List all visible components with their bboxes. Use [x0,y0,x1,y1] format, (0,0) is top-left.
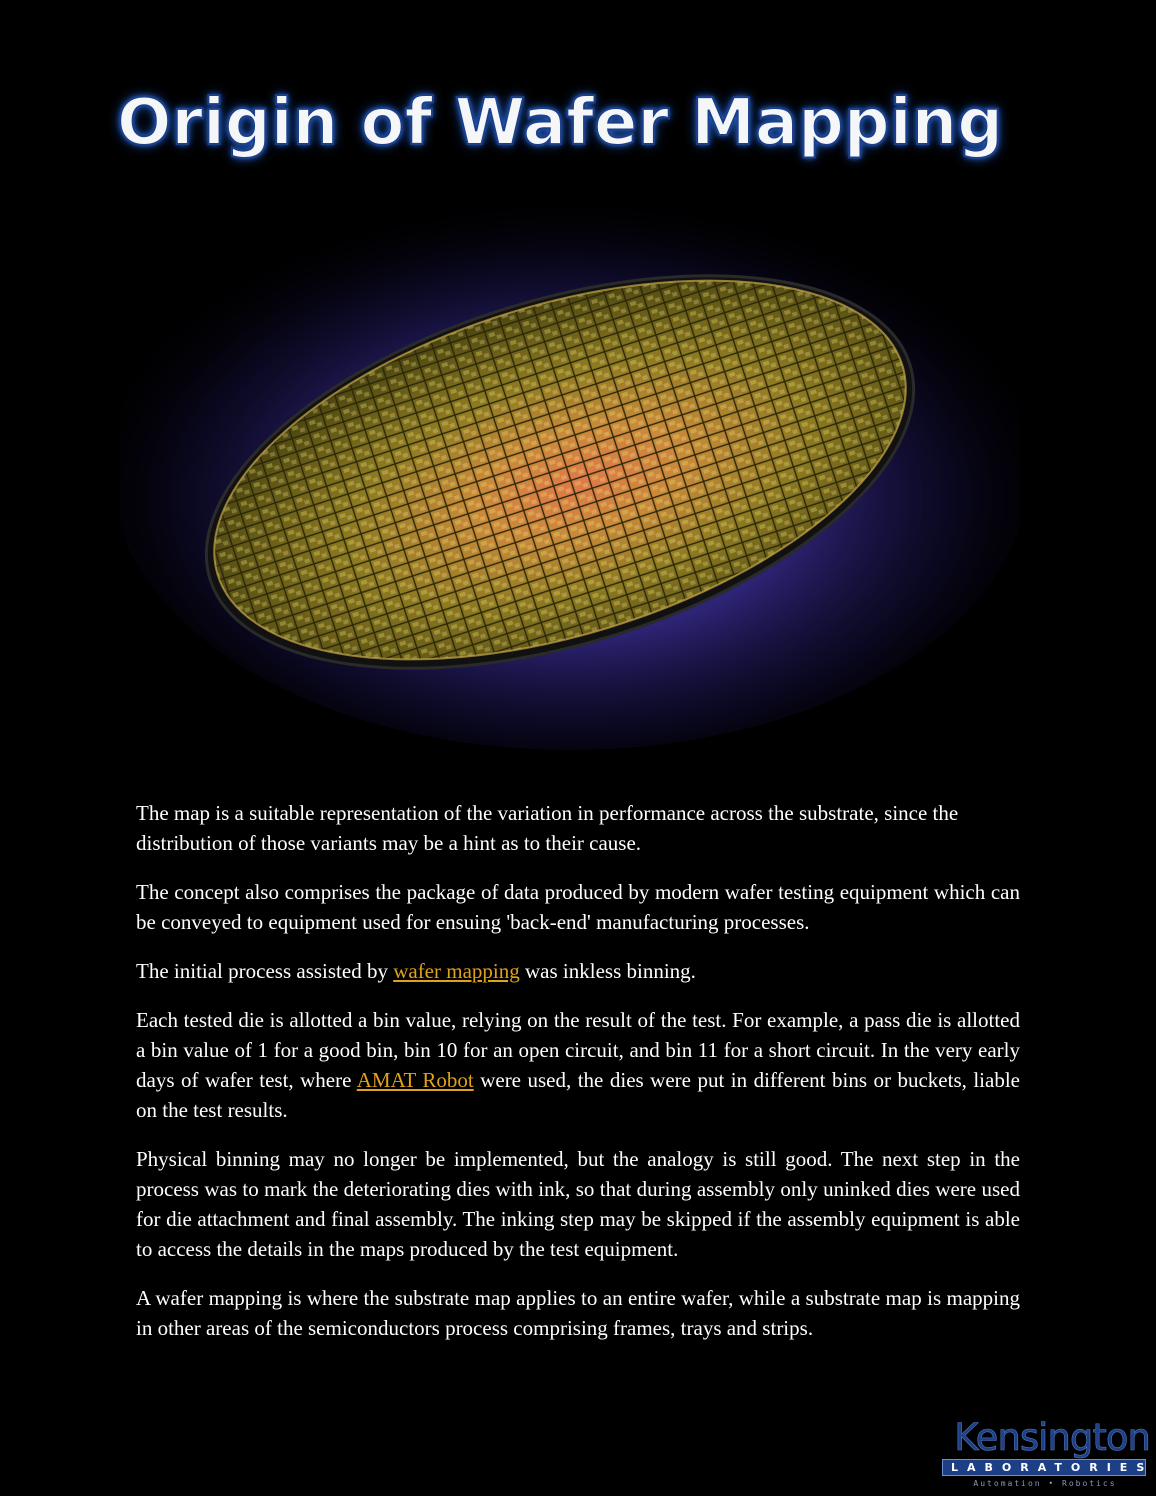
wafer-image [120,200,1020,750]
paragraph-4 [136,1005,1020,1125]
logo-subtitle: LABORATORIES [942,1459,1146,1476]
page-title: Origin of Wafer Mapping [117,86,1003,160]
amat-robot-link[interactable]: AMAT Robot [356,1068,474,1092]
paragraph-3 [136,956,1020,986]
paragraph-4-text-end: were used, the dies were put in different bins or buckets, liable on the test results. [136,1068,1020,1122]
article-body [136,798,1020,1362]
paragraph-1: The map is a suitable representation of the variation in performance across the substrate, since the distribution of those variants may be a hint as to their cause. [136,801,959,855]
paragraph-2: The concept also comprises the package of data produced by modern wafer testing equipment which can be conveyed to equipment used for ensuing 'back-end' manufacturing processes. [136,880,1020,934]
paragraph-5: Physical binning may no longer be implemented, but the analogy is still good. The next step in the process was to mark the deteriorating dies with ink, so that during assembly only uninked dies were used for die attachment and final assembly. The inking step may be skipped if the assembly equipment is able to access the details in the maps produced by the test equipment. [136,1147,1020,1261]
paragraph-3-text: The initial process assisted by [136,959,394,983]
paragraph-6: A wafer mapping is where the substrate map applies to an entire wafer, while a substrate map is mapping in other areas of the semiconductors process comprising frames, trays and strips. [136,1286,1020,1340]
logo-wordmark: Kensington [954,1416,1150,1459]
wafer-mapping-link[interactable]: wafer mapping [393,959,520,983]
logo-tagline: Automation • Robotics [973,1479,1117,1488]
paragraph-3-text-end: was inkless binning. [519,959,696,983]
paragraph-4-text: Each tested die is allotted a bin value, relying on the result of the test. For example, a pass die is allotted a bin value of 1 for a good bin, bin 10 for an open circuit, and bin 11 for a short circuit. In the very early days of wafer test, where [136,1008,1020,1092]
kensington-logo [940,1416,1154,1492]
